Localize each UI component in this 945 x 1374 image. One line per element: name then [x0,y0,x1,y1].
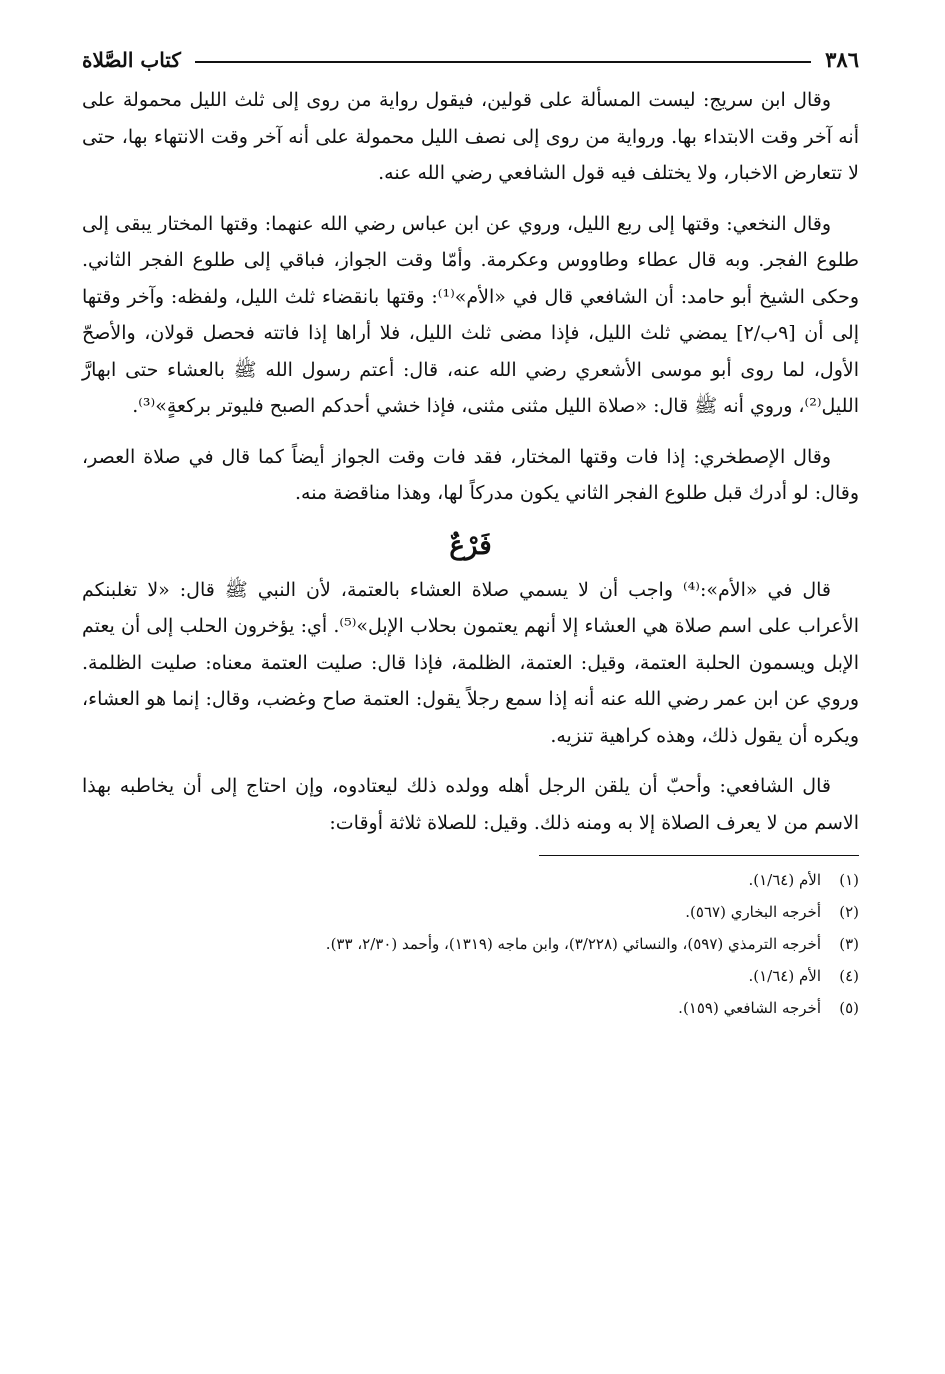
footnote-number: (٣) [839,935,859,953]
running-header [82,38,859,72]
header-rule [195,61,811,63]
footnote-text: أخرجه البخاري (٥٦٧). [685,903,821,921]
paragraph-shafii: قال الشافعي: وأحبّ أن يلقن الرجل أهله وولده ذلك ليعتادوه، وإن احتاج إلى أن يخاطبه بهذا الاسم من لا يعرف الصلاة إلا به ومنه ذلك. وقيل: للصلاة ثلاثة أوقات: [82,775,859,834]
footnote-item [82,864,859,896]
footnote-number: (٥) [839,999,859,1017]
footnote-item [82,960,859,992]
paragraph-nakhai: وقال النخعي: وقتها إلى ربع الليل، وروي عن ابن عباس رضي الله عنهما: وقتها المختار يبقى إلى طلوع الفجر. وبه قال عطاء وطاووس وعكرمة. وأمّا وقت الجواز، فباقي إلى طلوع الفجر الثاني. وحكى الشيخ أبو حامد: أن الشافعي قال في «الأم»⁽¹⁾: وقتها بانقضاء ثلث الليل، ولفظه: وآخر وقتها إلى أن [٩ب/٢] يمضي ثلث الليل، فإذا مضى ثلث الليل، فلا أراها إذا فاتته فحصل قولان، والأصحّ الأول، لما روى أبو موسى الأشعري رضي الله عنه، قال: أعتم رسول الله ﷺ بالعشاء حتى ابهارَّ الليل⁽²⁾، وروي أنه ﷺ قال: «صلاة الليل مثنى مثنى، فإذا خشي أحدكم الصبح فليوتر بركعةٍ»⁽³⁾. [82,212,859,417]
section-heading-far: فَرْعٌ [449,530,492,561]
footnotes-list [82,864,859,1024]
footnote-text: الأم (١/٦٤). [748,871,821,889]
footnote-number: (٢) [839,903,859,921]
paragraph-ibn-surayj: وقال ابن سريج: ليست المسألة على قولين، فيقول رواية من روى إلى ثلث الليل محمولة على أنه آخر وقت الابتداء بها. ورواية من روى إلى نصف الليل محمولة على أنه آخر وقت الانتهاء بها، حتى لا تتعارض الاخبار، ولا يختلف فيه قول الشافعي رضي الله عنه. [82,89,859,184]
paragraph-istakhri: وقال الإصطخري: إذا فات وقتها المختار، فقد فات وقت الجواز أيضاً كما قال في صلاة العصر، وقال: لو أدرك قبل طلوع الفجر الثاني يكون مدركاً لها، وهذا مناقضة منه. [82,445,859,504]
footnote-divider [539,855,859,856]
footnote-text: أخرجه الشافعي (١٥٩). [678,999,821,1017]
footnote-item [82,992,859,1024]
footnote-number: (١) [839,871,859,889]
book-title: كتاب الصَّلاة [82,48,181,72]
main-text [82,82,859,841]
footnote-text: الأم (١/٦٤). [748,967,821,985]
page-number: ٣٨٦ [825,47,859,72]
paragraph-al-umm: قال في «الأم»:⁽⁴⁾ واجب أن لا يسمي صلاة العشاء بالعتمة، لأن النبي ﷺ قال: «لا تغلبنكم الأعراب على اسم صلاة هي العشاء إلا أنهم يعتمون بحلاب الإبل»⁽⁵⁾. أي: يؤخرون الحلب إلى أن يعتم الإبل ويسمون الحلبة العتمة، وقيل: العتمة، الظلمة، فإذا قال: صليت العتمة معناه: صليت الظلمة. وروي عن ابن عمر رضي الله عنه أنه إذا سمع رجلاً يقول: العتمة صاح وغضب، وقال: إنما هو العشاء، ويكره أن يقول ذلك، وهذه كراهية تنزيه. [82,578,859,747]
footnote-number: (٤) [839,967,859,985]
footnote-item [82,896,859,928]
footnote-item [82,928,859,960]
footnote-text: أخرجه الترمذي (٥٩٧)، والنسائي (٣/٢٢٨)، وابن ماجه (١٣١٩)، وأحمد (٢/٣٠، ٣٣). [325,935,821,953]
